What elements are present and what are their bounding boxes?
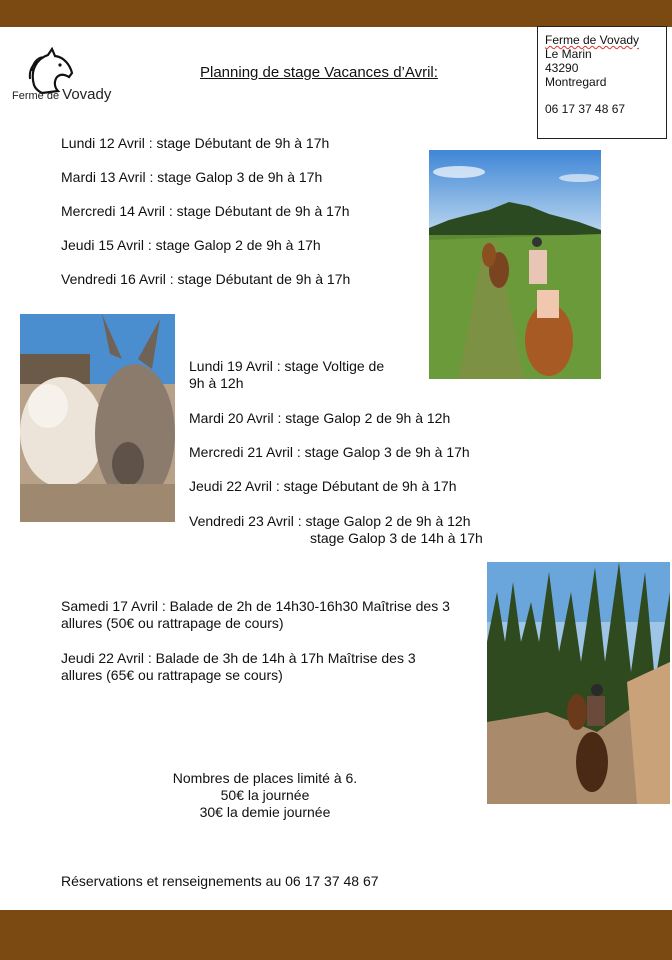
schedule-item: Mardi 20 Avril : stage Galop 2 de 9h à 12h <box>189 410 451 426</box>
bottom-band <box>0 910 672 960</box>
schedule-line: Lundi 19 Avril : stage Voltige de <box>189 358 385 374</box>
schedule-item: Mercredi 14 Avril : stage Débutant de 9h à 17h <box>61 203 350 219</box>
schedule-item: Mardi 13 Avril : stage Galop 3 de 9h à 17h <box>61 169 323 185</box>
address-phone: 06 17 37 48 67 <box>545 102 626 116</box>
pricing-places: Nombres de places limité à 6. <box>172 770 358 786</box>
address-street: Le Marin <box>545 47 592 61</box>
ride-item: Jeudi 22 Avril : Balade de 3h de 14h à 17h Maîtrise des 3 allures (65€ ou rattrapage se cours) <box>61 650 416 683</box>
footer-reservations: Réservations et renseignements au 06 17 37 48 67 <box>61 873 379 889</box>
schedule-item: Lundi 12 Avril : stage Débutant de 9h à 17h <box>61 135 330 151</box>
top-band <box>0 0 672 27</box>
ride-item: Samedi 17 Avril : Balade de 2h de 14h30-16h30 Maîtrise des 3 allures (50€ ou rattrapage de cours) <box>61 598 450 631</box>
schedule-item: Vendredi 16 Avril : stage Débutant de 9h à 17h <box>61 271 351 287</box>
address-box <box>537 26 667 139</box>
pricing-day: 50€ la journée <box>220 787 310 803</box>
pricing-half-day: 30€ la demie journée <box>199 804 331 820</box>
page-title: Planning de stage Vacances d’Avril: <box>200 64 438 81</box>
address-farm-name: Ferme de Vovady <box>545 33 640 47</box>
photo-donkey-pony <box>20 314 175 522</box>
logo-text <box>12 86 111 103</box>
schedule-line: 9h à 12h <box>189 375 244 391</box>
pricing-block <box>140 770 390 821</box>
schedule-item: Mercredi 21 Avril : stage Galop 3 de 9h à 17h <box>189 444 470 460</box>
photo-forest-ride <box>487 562 670 804</box>
address-city: Montregard <box>545 75 607 89</box>
photo-riders-field <box>429 150 601 379</box>
schedule-item: Jeudi 22 Avril : stage Débutant de 9h à 17h <box>189 478 457 494</box>
address-postcode: 43290 <box>545 61 579 75</box>
logo-prefix: Ferme de <box>12 90 63 102</box>
schedule-item <box>189 358 384 392</box>
schedule-item: Vendredi 23 Avril : stage Galop 2 de 9h à 12h <box>189 513 471 529</box>
schedule-item: Jeudi 15 Avril : stage Galop 2 de 9h à 17h <box>61 237 321 253</box>
logo-name: Vovady <box>62 86 112 103</box>
schedule-item: stage Galop 3 de 14h à 17h <box>310 530 483 546</box>
